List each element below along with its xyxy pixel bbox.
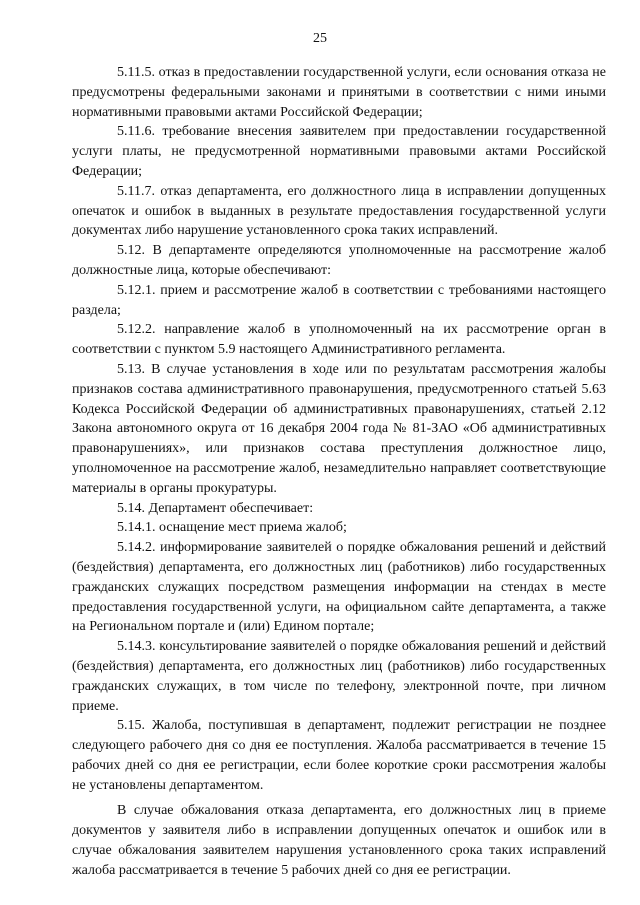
- page-number: 25: [313, 31, 327, 46]
- clause-5-12-2: 5.12.2. направление жалоб в уполномоченный на их рассмотрение орган в соответствии с пунктом 5.9 настоящего Административного регламента.: [72, 322, 606, 358]
- clause-5-11-5: 5.11.5. отказ в предоставлении государственной услуги, если основания отказа не предусмотрены федеральными законами и принятыми в соответствии с ними иными нормативными правовыми актами Российской Федерации;: [72, 65, 606, 120]
- clause-5-14: 5.14. Департамент обеспечивает:: [117, 500, 314, 516]
- clause-5-15-continuation: В случае обжалования отказа департамента, его должностных лиц в приеме документов у заявителя либо в исправлении допущенных опечаток и ошибок или в случае обжалования заявителем нарушения установленного срока таких исправлений жалоба рассматривается в течение 5 рабочих дней со дня ее регистрации.: [72, 803, 606, 878]
- clause-5-14-2: 5.14.2. информирование заявителей о порядке обжалования решений и действий (бездействия) департамента, его должностных лиц (работников) либо государственных гражданских служащих посредством размещения информации на стендах в месте предоставления государственной услуги, на официальном сайте департамента, а также на Региональном портале и (или) Едином портале;: [72, 540, 606, 635]
- document-body: [72, 63, 606, 881]
- clause-5-14-3: 5.14.3. консультирование заявителей о порядке обжалования решений и действий (бездействия) департамента, его должностных лиц (работников) либо государственных гражданских служащих, в том числе по телефону, электронной почте, при личном приеме.: [72, 639, 606, 714]
- clause-5-12-1: 5.12.1. прием и рассмотрение жалоб в соответствии с требованиями настоящего раздела;: [72, 282, 606, 318]
- clause-5-14-1: 5.14.1. оснащение мест приема жалоб;: [117, 520, 347, 536]
- clause-5-12: 5.12. В департаменте определяются уполномоченные на рассмотрение жалоб должностные лица, которые обеспечивают:: [72, 243, 606, 278]
- clause-5-13: 5.13. В случае установления в ходе или по результатам рассмотрения жалобы признаков состава административного правонарушения, предусмотренного статьей 5.63 Кодекса Российской Федерации об административных правонарушениях, статьей 2.12 Закона автономного округа от 16 декабря 2004 года № 81-ЗАО «Об административных правонарушениях», или признаков состава преступления должностное лицо, уполномоченное на рассмотрение жалоб, незамедлительно направляет соответствующие материалы в органы прокуратуры.: [72, 361, 606, 496]
- clause-5-11-6: 5.11.6. требование внесения заявителем при предоставлении государственной услуги платы, не предусмотренной нормативными правовыми актами Российской Федерации;: [72, 124, 606, 179]
- clause-5-11-7: 5.11.7. отказ департамента, его должностного лица в исправлении допущенных опечаток и ошибок в выданных в результате предоставления государственной услуги документах либо нарушение установленного срока таких исправлений.: [72, 183, 606, 239]
- clause-5-15: 5.15. Жалоба, поступившая в департамент, подлежит регистрации не позднее следующего рабочего дня со дня ее поступления. Жалоба рассматривается в течение 15 рабочих дней со дня ее регистрации, если более короткие сроки рассмотрения жалобы не установлены департаментом.: [72, 718, 606, 793]
